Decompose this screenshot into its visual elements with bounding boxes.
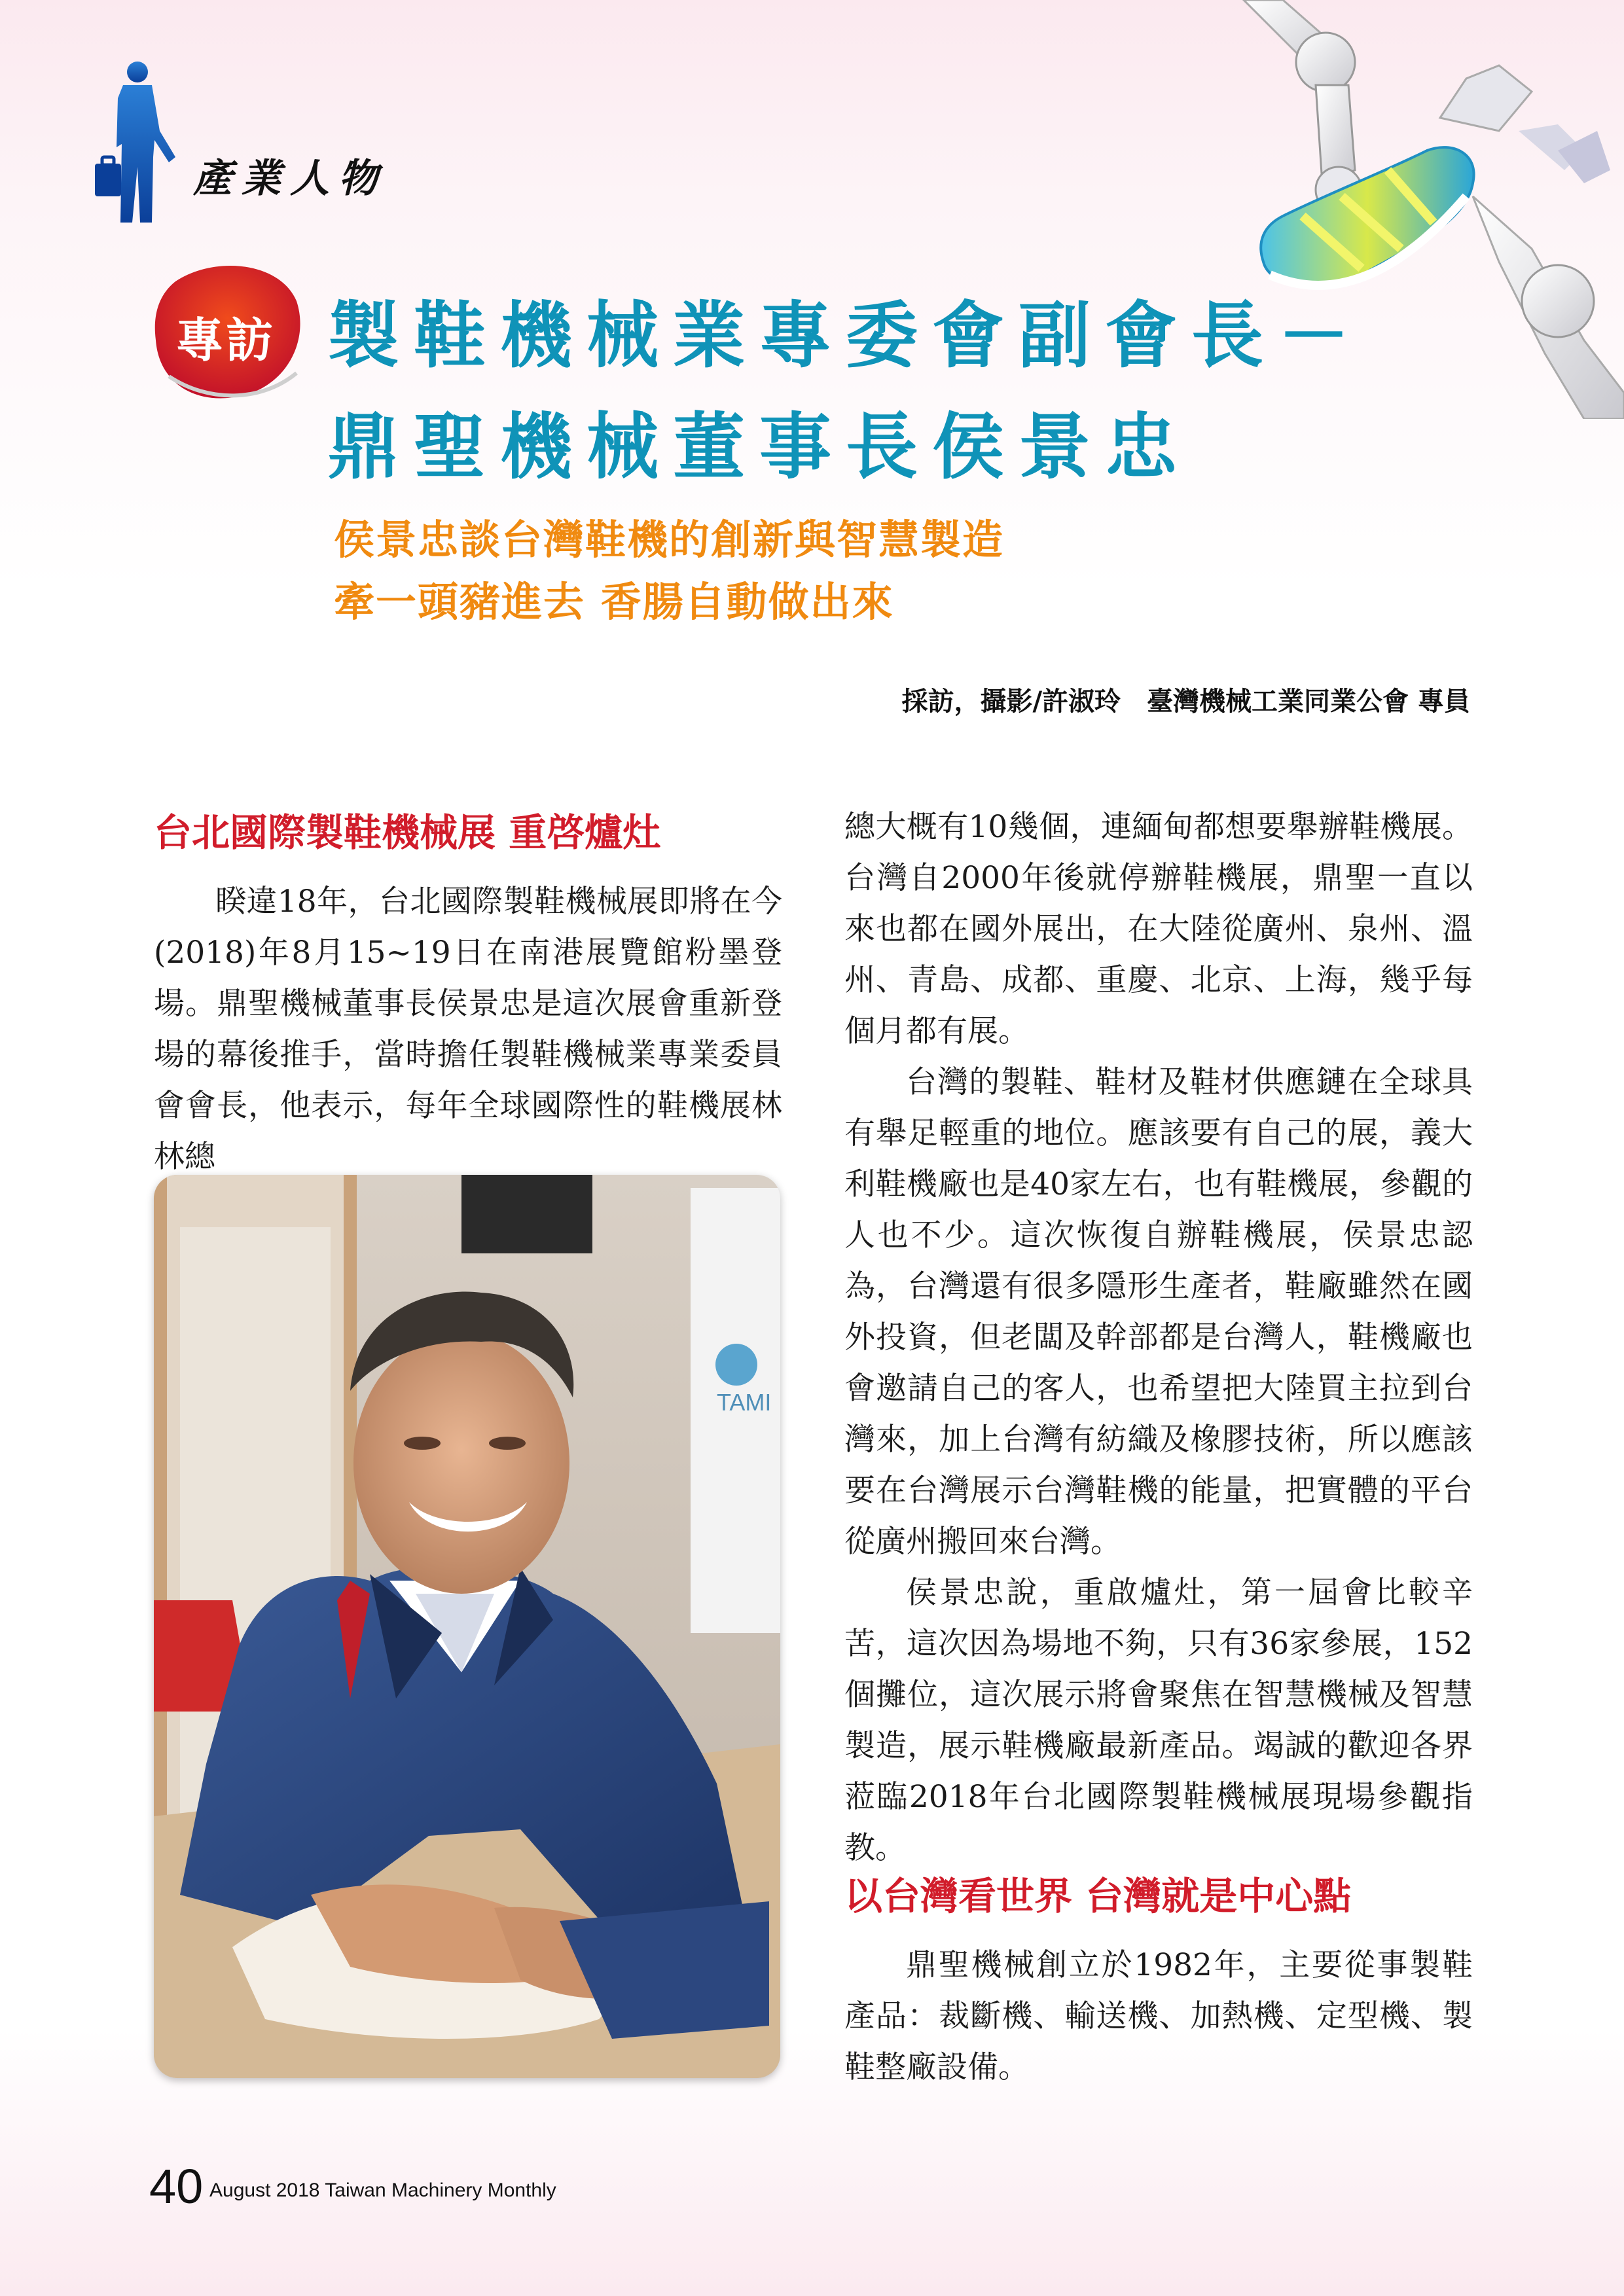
left-column — [154, 802, 782, 1183]
right-column — [844, 802, 1473, 1874]
section-1-heading: 台北國際製鞋機械展 重啓爐灶 — [154, 810, 661, 855]
section-1-paragraph-1: 睽違18年，台北國際製鞋機械展即將在今(2018)年8月15~19日在南港展覽館粉墨登場。鼎聖機械董事長侯景忠是這次展會重新登場的幕後推手，當時擔任製鞋機械業專業委員會會長，他表示，每年全球國際性的鞋機展林林總 — [154, 884, 782, 1175]
wall-logo-text: TAMI — [717, 1389, 772, 1416]
publication-name: August 2018 Taiwan Machinery Monthly — [209, 2179, 556, 2201]
section-2 — [844, 1865, 1473, 2093]
section-2-heading: 以台灣看世界 台灣就是中心點 — [844, 1874, 1352, 1918]
section-1-paragraph-3: 侯景忠說，重啟爐灶，第一屆會比較辛苦，這次因為場地不夠，只有36家參展，152個攤位，這次展示將會聚焦在智慧機械及智慧製造，展示鞋機廠最新產品。竭誠的歡迎各界蒞臨2018年台北國際製鞋機械展現場參觀指教。 — [844, 1575, 1473, 1866]
section-label: 產業人物 — [193, 156, 387, 202]
article-subtitle-line-1: 侯景忠談台灣鞋機的創新與智慧製造 — [334, 516, 1005, 564]
byline: 採訪，攝影/許淑玲 臺灣機械工業同業公會 專員 — [901, 687, 1470, 717]
section-1-paragraph-1-continued: 總大概有10幾個，連緬甸都想要舉辦鞋機展。台灣自2000年後就停辦鞋機展，鼎聖一直以來也都在國外展出，在大陸從廣州、泉州、溫州、青島、成都、重慶、北京、上海，幾乎每個月都有展。 — [844, 809, 1473, 1049]
section-1-paragraph-2: 台灣的製鞋、鞋材及鞋材供應鏈在全球具有舉足輕重的地位。應該要有自己的展，義大利鞋機廠也是40家左右，也有鞋機展，參觀的人也不少。這次恢復自辦鞋機展，侯景忠認為，台灣還有很多隱形生產者，鞋廠雖然在國外投資，但老闆及幹部都是台灣人，鞋機廠也會邀請自己的客人，也希望把大陸買主拉到台灣來，加上台灣有紡織及橡膠技術，所以應該要在台灣展示台灣鞋機的能量，把實體的平台從廣州搬回來台灣。 — [844, 1064, 1473, 1560]
article-title-line-1: 製鞋機械業專委會副會長－ — [327, 293, 1364, 378]
portrait-photo — [154, 1175, 780, 2078]
section-2-paragraph-1: 鼎聖機械創立於1982年，主要從事製鞋產品：裁斷機、輸送機、加熱機、定型機、製鞋整廠設備。 — [844, 1947, 1473, 2085]
page-number: 40 — [149, 2159, 204, 2214]
article-subtitle-line-2: 牽一頭豬進去 香腸自動做出來 — [334, 578, 894, 626]
interview-photo — [154, 1175, 780, 2078]
interview-badge-label: 專訪 — [175, 312, 276, 368]
businessman-icon — [92, 59, 203, 229]
article-title-line-2: 鼎聖機械董事長侯景忠 — [327, 404, 1191, 489]
